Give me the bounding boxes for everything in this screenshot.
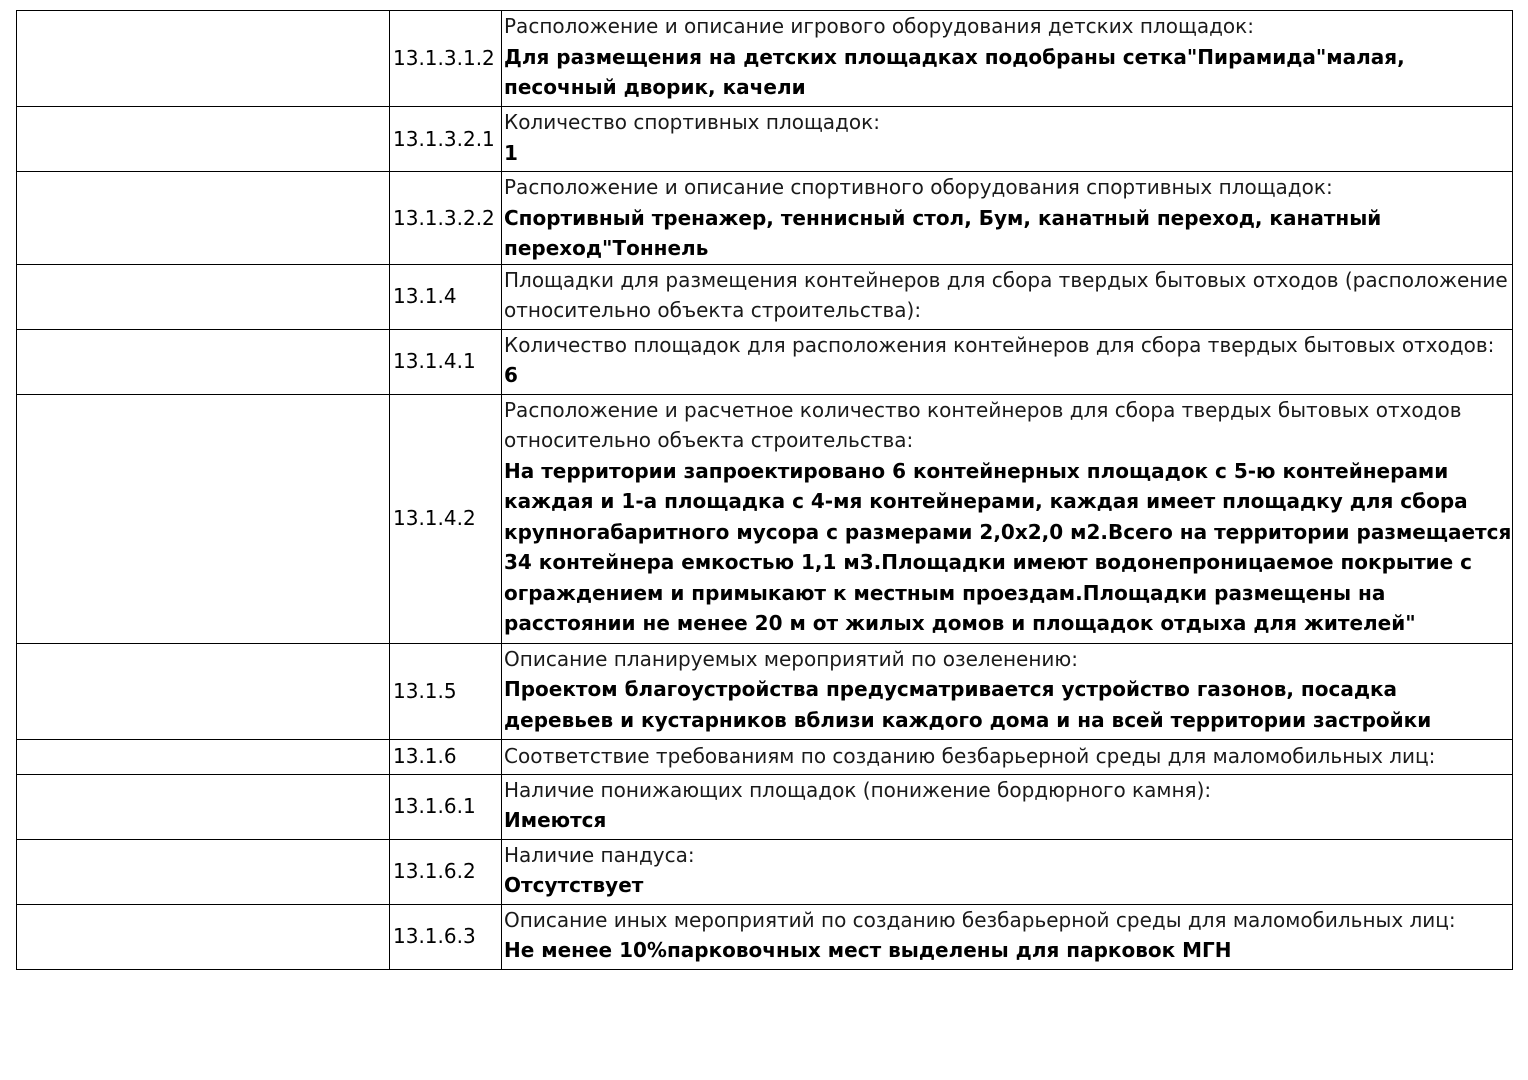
item-question: Площадки для размещения контейнеров для сбора твердых бытовых отходов (расположение относительно объекта строительства): — [504, 267, 1508, 322]
table-row — [17, 107, 1513, 172]
empty-cell — [17, 107, 390, 172]
table-row — [17, 329, 1513, 394]
table-row — [17, 264, 1513, 329]
item-question: Соответствие требованиям по созданию безбарьерной среды для маломобильных лиц: — [504, 744, 1436, 769]
item-description — [502, 739, 1513, 774]
item-code: 13.1.4 — [390, 264, 502, 329]
item-description — [502, 394, 1513, 643]
item-answer: 6 — [504, 363, 518, 387]
declaration-table — [16, 10, 1513, 970]
empty-cell — [17, 739, 390, 774]
table-row — [17, 643, 1513, 739]
table-row — [17, 839, 1513, 904]
item-question: Наличие пандуса: — [504, 842, 695, 867]
item-answer: Проектом благоустройства предусматривается устройство газонов, посадка деревьев и кустарников вблизи каждого дома и на всей территории застройки — [504, 677, 1432, 732]
empty-cell — [17, 329, 390, 394]
item-code: 13.1.4.1 — [390, 329, 502, 394]
item-description — [502, 904, 1513, 969]
item-code: 13.1.3.2.2 — [390, 172, 502, 265]
item-answer: 1 — [504, 140, 518, 165]
empty-cell — [17, 172, 390, 265]
empty-cell — [17, 394, 390, 643]
item-answer: Отсутствует — [504, 873, 644, 897]
empty-cell — [17, 264, 390, 329]
item-answer: Спортивный тренажер, теннисный стол, Бум, канатный переход, канатный переход"Тоннель — [504, 205, 1382, 260]
item-question: Количество спортивных площадок: — [504, 110, 880, 134]
item-code: 13.1.4.2 — [390, 394, 502, 643]
item-code: 13.1.3.1.2 — [390, 11, 502, 107]
item-answer: На территории запроектировано 6 контейнерных площадок с 5-ю контейнерами каждая и 1-а площадка с 4-мя контейнерами, каждая имеет площадку для сбора крупногабаритного мусора с размерами 2,0х2,0 м2.Всего на территории размещается 34 контейнера емкостью 1,1 м3.Площадки имеют водонепроницаемое покрытие с ограждением и примыкают к местным проездам.Площадки размещены на расстоянии не менее 20 м от жилых домов и площадок отдыха для жителей" — [504, 458, 1512, 635]
empty-cell — [17, 774, 390, 839]
empty-cell — [17, 643, 390, 739]
item-code: 13.1.3.2.1 — [390, 107, 502, 172]
table-row — [17, 739, 1513, 774]
table-row — [17, 774, 1513, 839]
item-description — [502, 643, 1513, 739]
empty-cell — [17, 839, 390, 904]
item-description — [502, 264, 1513, 329]
item-question: Наличие понижающих площадок (понижение бордюрного камня): — [504, 777, 1212, 802]
item-description — [502, 329, 1513, 394]
table-row — [17, 172, 1513, 265]
table-row — [17, 904, 1513, 969]
item-question: Расположение и описание спортивного оборудования спортивных площадок: — [504, 175, 1333, 199]
item-code: 13.1.6.1 — [390, 774, 502, 839]
item-code: 13.1.6 — [390, 739, 502, 774]
item-question: Расположение и расчетное количество контейнеров для сбора твердых бытовых отходов относительно объекта строительства: — [504, 397, 1462, 452]
item-question: Расположение и описание игрового оборудования детских площадок: — [504, 14, 1254, 38]
item-answer: Для размещения на детских площадках подобраны сетка"Пирамида"малая, песочный дворик, качели — [504, 44, 1405, 99]
empty-cell — [17, 904, 390, 969]
item-question: Описание иных мероприятий по созданию безбарьерной среды для маломобильных лиц: — [504, 907, 1456, 932]
item-description — [502, 774, 1513, 839]
item-question: Описание планируемых мероприятий по озеленению: — [504, 646, 1078, 671]
item-description — [502, 172, 1513, 265]
item-code: 13.1.6.3 — [390, 904, 502, 969]
item-description — [502, 11, 1513, 107]
item-description — [502, 839, 1513, 904]
item-description — [502, 107, 1513, 172]
table-row — [17, 394, 1513, 643]
empty-cell — [17, 11, 390, 107]
item-question: Количество площадок для расположения контейнеров для сбора твердых бытовых отходов: — [504, 332, 1495, 357]
table-row — [17, 11, 1513, 107]
item-code: 13.1.6.2 — [390, 839, 502, 904]
item-code: 13.1.5 — [390, 643, 502, 739]
item-answer: Имеются — [504, 808, 607, 832]
item-answer: Не менее 10%парковочных мест выделены для парковок МГН — [504, 938, 1232, 962]
